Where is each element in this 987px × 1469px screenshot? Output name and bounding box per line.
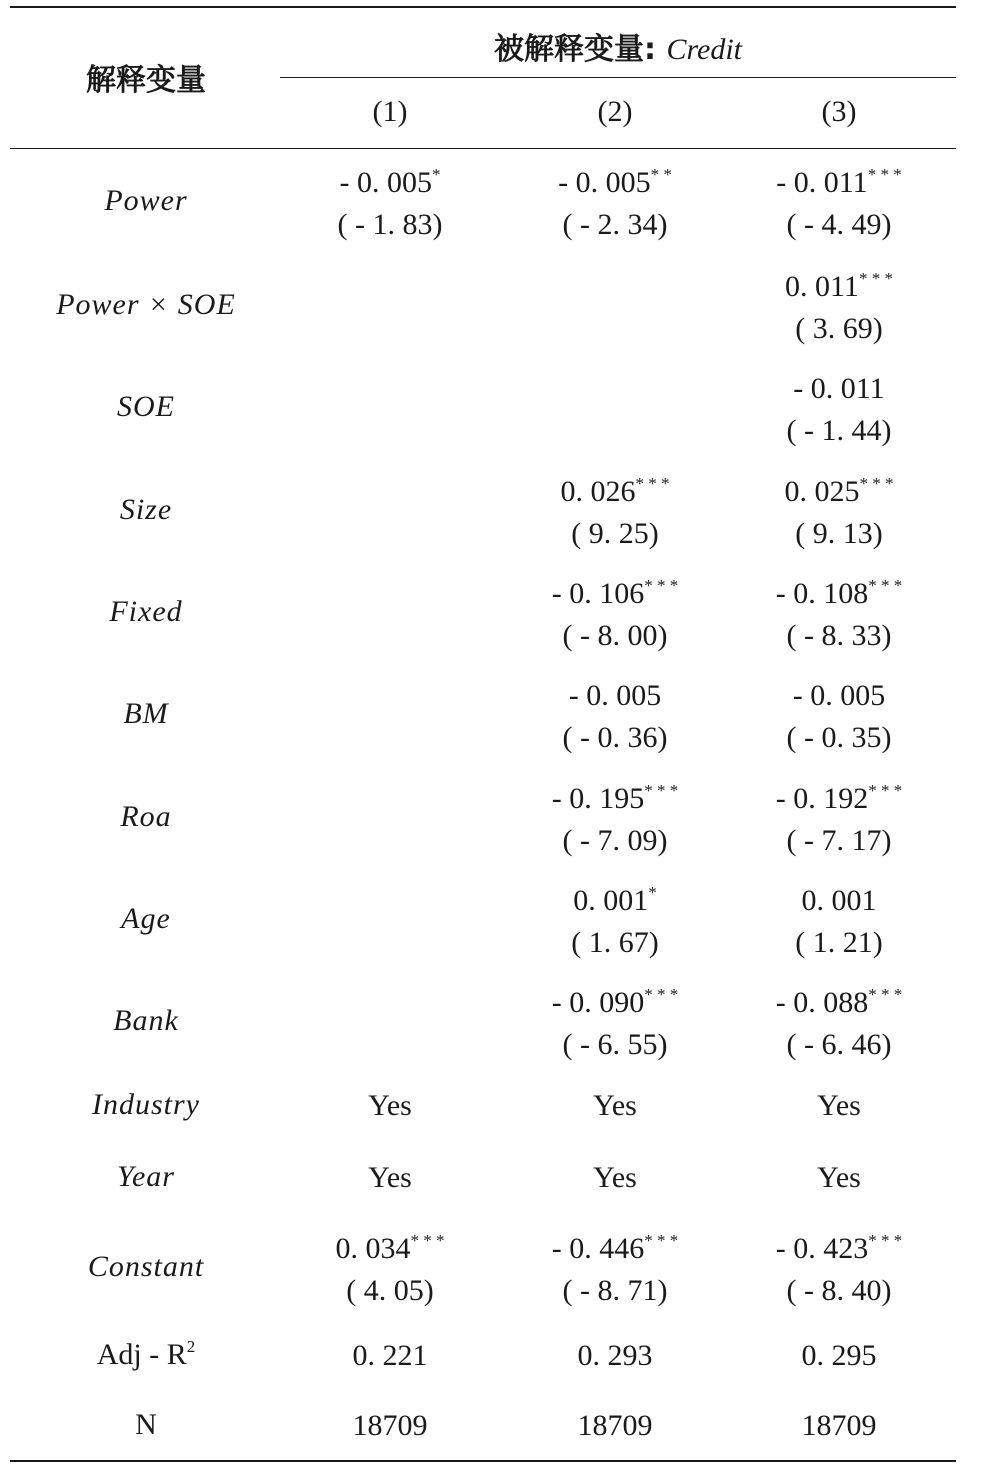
- cell-col3: [727, 368, 951, 452]
- bottom-rule: [10, 1460, 956, 1462]
- coefficient: - 0. 090: [551, 986, 645, 1019]
- row-label: Size: [119, 493, 173, 526]
- coefficient: - 0. 005: [558, 166, 651, 199]
- t-statistic: ( - 6. 55): [562, 1028, 668, 1061]
- adj-r2-superscript: 2: [186, 1337, 196, 1356]
- cell-col2: [503, 573, 727, 657]
- cell-col1: [278, 162, 502, 246]
- coefficient: - 0. 011: [776, 166, 868, 199]
- significance-stars: *: [648, 883, 657, 902]
- coefficient: - 0. 011: [793, 372, 885, 405]
- cell-col1: Yes: [368, 1089, 412, 1122]
- row-label: Fixed: [109, 595, 183, 628]
- significance-stars: * * *: [644, 781, 679, 800]
- cell-col2: [503, 162, 727, 246]
- cell-col2: 0. 293: [577, 1339, 653, 1372]
- cell-col3: [727, 675, 951, 759]
- coefficient: 0. 001: [801, 884, 877, 917]
- row-label: Roa: [120, 800, 172, 833]
- cell-col2: Yes: [593, 1161, 637, 1194]
- significance-stars: * * *: [635, 474, 670, 493]
- t-statistic: ( - 8. 40): [786, 1274, 892, 1307]
- cell-col3: [727, 162, 951, 246]
- cell-col2: [503, 471, 727, 555]
- t-statistic: ( - 4. 49): [786, 208, 892, 241]
- cell-col3: Yes: [817, 1161, 861, 1194]
- coefficient: 0. 011: [785, 270, 859, 303]
- significance-stars: * * *: [644, 1231, 679, 1250]
- cell-col3: 18709: [801, 1409, 877, 1442]
- t-statistic: ( 4. 05): [346, 1274, 434, 1307]
- t-statistic: ( 3. 69): [795, 312, 883, 345]
- cell-col2: [503, 1228, 727, 1312]
- coefficient: 0. 026: [560, 475, 636, 508]
- significance-stars: * * *: [859, 474, 894, 493]
- header-rule: [10, 148, 956, 149]
- dependent-variable-label: 被解释变量:: [493, 32, 667, 67]
- coefficient: - 0. 005: [792, 679, 886, 712]
- cell-col1: [278, 1228, 502, 1312]
- cell-col3: 0. 295: [801, 1339, 877, 1372]
- spanner-rule: [280, 77, 956, 78]
- t-statistic: ( 9. 13): [795, 517, 883, 550]
- cell-col1: 0. 221: [352, 1339, 428, 1372]
- significance-stars: * * *: [868, 781, 903, 800]
- row-label: [10, 1338, 282, 1372]
- significance-stars: * * *: [867, 165, 902, 184]
- significance-stars: * * *: [868, 576, 903, 595]
- t-statistic: ( - 8. 33): [786, 619, 892, 652]
- row-label: Power: [104, 184, 188, 217]
- coefficient: 0. 001: [573, 884, 649, 917]
- column-header-1: (1): [372, 95, 408, 128]
- t-statistic: ( - 8. 71): [562, 1274, 668, 1307]
- t-statistic: ( - 2. 34): [562, 208, 668, 241]
- significance-stars: * * *: [410, 1231, 445, 1250]
- significance-stars: * * *: [868, 1231, 903, 1250]
- t-statistic: ( - 7. 09): [562, 824, 668, 857]
- cell-col3: [727, 266, 951, 350]
- coefficient: - 0. 446: [551, 1232, 645, 1265]
- row-label: Constant: [87, 1250, 205, 1283]
- significance-stars: * * *: [858, 269, 893, 288]
- significance-stars: * *: [650, 165, 672, 184]
- header-dependent-variable: [280, 24, 956, 68]
- t-statistic: ( 1. 67): [571, 926, 659, 959]
- row-label: Bank: [113, 1004, 179, 1037]
- t-statistic: ( - 1. 44): [786, 414, 892, 447]
- coefficient: 0. 025: [784, 475, 860, 508]
- cell-col3: [727, 982, 951, 1066]
- cell-col3: [727, 471, 951, 555]
- t-statistic: ( - 7. 17): [786, 824, 892, 857]
- t-statistic: ( - 8. 00): [562, 619, 668, 652]
- cell-col3: Yes: [817, 1089, 861, 1122]
- row-label: SOE: [117, 390, 175, 423]
- cell-col2: 18709: [577, 1409, 653, 1442]
- coefficient: - 0. 088: [775, 986, 869, 1019]
- coefficient: - 0. 423: [775, 1232, 869, 1265]
- significance-stars: * * *: [644, 985, 679, 1004]
- cell-col2: [503, 675, 727, 759]
- significance-stars: * * *: [868, 985, 903, 1004]
- cell-col3: [727, 778, 951, 862]
- adj-r2-label: Adj - R: [96, 1338, 187, 1371]
- cell-col2: [503, 982, 727, 1066]
- t-statistic: ( - 1. 83): [337, 208, 443, 241]
- row-label: N: [135, 1408, 157, 1441]
- t-statistic: ( - 0. 36): [562, 721, 668, 754]
- significance-stars: *: [432, 165, 441, 184]
- top-rule: [10, 6, 956, 8]
- row-label: Year: [117, 1160, 175, 1193]
- significance-stars: * * *: [644, 576, 679, 595]
- header-explanatory-variables: 解释变量: [86, 63, 206, 98]
- cell-col3: [727, 880, 951, 964]
- t-statistic: ( 1. 21): [795, 926, 883, 959]
- dependent-variable-name: Credit: [666, 33, 742, 66]
- row-label: Age: [121, 902, 171, 935]
- column-header-2: (2): [597, 95, 633, 128]
- cell-col1: Yes: [368, 1161, 412, 1194]
- cell-col3: [727, 1228, 951, 1312]
- column-header-3: (3): [821, 95, 857, 128]
- cell-col1: 18709: [352, 1409, 428, 1442]
- coefficient: - 0. 005: [339, 166, 432, 199]
- coefficient: - 0. 005: [568, 679, 662, 712]
- coefficient: - 0. 192: [775, 782, 869, 815]
- row-label: Industry: [92, 1088, 200, 1121]
- coefficient: 0. 034: [335, 1232, 411, 1265]
- coefficient: - 0. 195: [551, 782, 645, 815]
- cell-col2: [503, 778, 727, 862]
- coefficient: - 0. 108: [775, 577, 869, 610]
- row-label: Power × SOE: [56, 288, 236, 321]
- t-statistic: ( - 0. 35): [786, 721, 892, 754]
- t-statistic: ( - 6. 46): [786, 1028, 892, 1061]
- t-statistic: ( 9. 25): [571, 517, 659, 550]
- cell-col2: [503, 880, 727, 964]
- cell-col3: [727, 573, 951, 657]
- cell-col2: Yes: [593, 1089, 637, 1122]
- row-label: BM: [123, 697, 169, 730]
- coefficient: - 0. 106: [551, 577, 645, 610]
